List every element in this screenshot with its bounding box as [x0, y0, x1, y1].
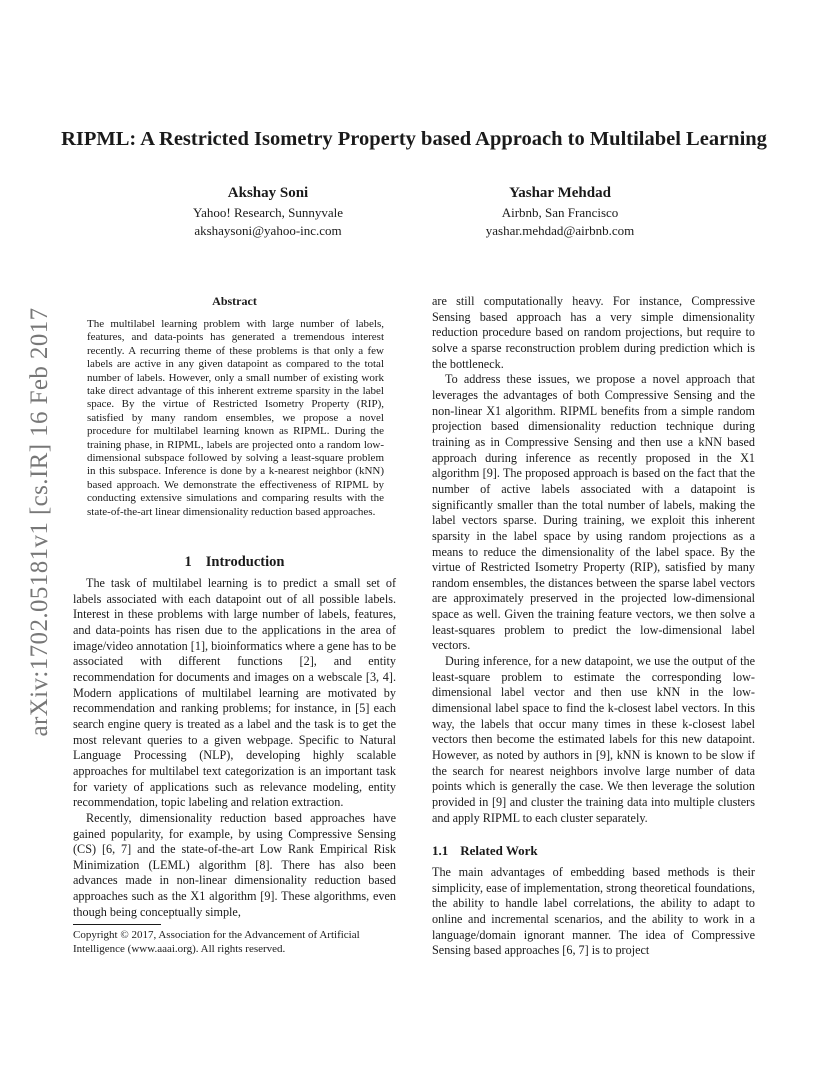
footnote-rule [73, 924, 161, 925]
paper-title: RIPML: A Restricted Isometry Property based Approach to Multilabel Learning [61, 128, 767, 150]
subsection-number: 1.1 [432, 843, 449, 858]
author-block-1 [128, 183, 408, 239]
paragraph: Recently, dimensionality reduction based approaches have gained popularity, for example, by using Compressive Sensing (CS) [6, 7] and the state-of-the-art Low Rank Empirical Risk Minimization (LEML) algorithm [8]. There has also been advances made in non-linear dimensionality reduction based approaches such as the X1 algorithm [9]. These algorithms, even though being conceptually simple, [73, 810, 396, 919]
author-affiliation: Yahoo! Research, Sunnyvale [193, 205, 343, 220]
right-column-body [432, 294, 755, 826]
author-name: Akshay Soni [227, 185, 309, 201]
paragraph: The main advantages of embedding based methods is their simplicity, ease of implementation, strong theoretical foundations, the ability to handle label correlations, the ability to adapt to online and incremental scenarios, and the ability to work in a language/domain ignorant manner. The idea of Compressive Sensing based approaches [6, 7] is to project [432, 865, 755, 958]
paragraph: During inference, for a new datapoint, we use the output of the least-square problem to estimate the corresponding low-dimensional label vector and then use kNN in the low-dimensional label space to find the k-closest label vectors. In this way, the labels that occur many times in these k-closest label vectors then become the estimated labels for this new datapoint. However, as noted by authors in [9], kNN is known to be slow if the search for nearest neighbors involve large number of data points which is generally the case. We then leverage the solution provided in [9] and cluster the training data into multiple clusters and apply RIPML to each cluster separately. [432, 654, 755, 825]
author-block-2 [420, 183, 700, 239]
left-column-body [73, 576, 396, 920]
subsection-heading-related-work [432, 843, 538, 859]
section-title: Introduction [205, 554, 285, 570]
related-work-body [432, 865, 755, 959]
section-heading-introduction [73, 554, 396, 571]
paragraph: are still computationally heavy. For instance, Compressive Sensing based approach has a very simple dimensionality reduction procedure based on random projections, but require to solve a sparse reconstruction problem during prediction which is the bottleneck. [432, 294, 755, 371]
abstract-text: The multilabel learning problem with large number of labels, features, and data-points has generated a tremendous interest recently. A recurring theme of these problems is that only a few labels are active in any given datapoint as compared to the total number of labels. However, only a small number of existing work take direct advantage of this inherent extreme sparsity in the label space. By the virtue of Restricted Isometry Property (RIP), satisfied by many random ensembles, we propose a novel procedure for multilabel learning known as RIPML. During the training phase, in RIPML, labels are projected onto a random low-dimensional subspace followed by solving a least-square problem in this subspace. Inference is done by a k-nearest neighbor (kNN) based approach. We demonstrate the effectiveness of RIPML by conducting extensive simulations and comparing results with the state-of-the-art linear dimensionality reduction based approaches. [87, 318, 384, 518]
author-email: yashar.mehdad@airbnb.com [485, 222, 635, 238]
abstract-heading: Abstract [212, 294, 257, 308]
arxiv-identifier [22, 296, 58, 748]
paragraph: The task of multilabel learning is to predict a small set of labels associated with each datapoint out of all possible labels. Interest in these problems with large number of labels, features, and data-points has risen due to the applications in the area of image/video annotation [1], bioinformatics where a gene has to be associated with different functions [2], and entity recommendation for documents and images on a webscale [3, 4]. Modern applications of multilabel learning are motivated by recommendation and ranking problems; for instance, in [5] each search engine query is treated as a label and the task is to get the most relevant queries to a given webpage. Specific to Natural Language Processing (NLP), developing highly scalable approaches for multilabel text categorization is an important task for variety of applications such as relevance modeling, entity recommendation, topic labeling and relation extraction. [73, 576, 396, 810]
copyright-footnote: Copyright © 2017, Association for the Advancement of Artificial Intelligence (www.aaai.org). All rights reserved. [73, 929, 360, 955]
author-name: Yashar Mehdad [509, 185, 611, 201]
paragraph: To address these issues, we propose a novel approach that leverages the advantages of both Compressive Sensing and the non-linear X1 algorithm. RIPML benefits from a simple random projection based dimensionality reduction technique during training as in Compressive Sensing and then use a kNN based approach during inference as recently proposed in the X1 algorithm [9]. The proposed approach is based on the fact that the number of active labels associated with a datapoint is significantly smaller than the total number of labels, making the label vectors sparse. During training, we exploit this inherent sparsity in the label space by using random projections as a means to reduce the dimensionality of the label space. By the virtue of Restricted Isometry Property (RIP), satisfied by many random ensembles, the distances between the sparse label vectors are approximately preserved in the projected low-dimensional space as well. Given the training feature vectors, we then solve a least-squares problem to predict the low-dimensional label vectors. [432, 372, 755, 653]
author-email: akshaysoni@yahoo-inc.com [194, 222, 342, 238]
arxiv-id-text: arXiv:1702.05181v1 [cs.IR] 16 Feb 2017 [26, 307, 53, 737]
subsection-title: Related Work [460, 843, 538, 858]
section-number: 1 [184, 554, 192, 570]
abstract-body [87, 318, 384, 519]
author-affiliation: Airbnb, San Francisco [501, 205, 619, 220]
